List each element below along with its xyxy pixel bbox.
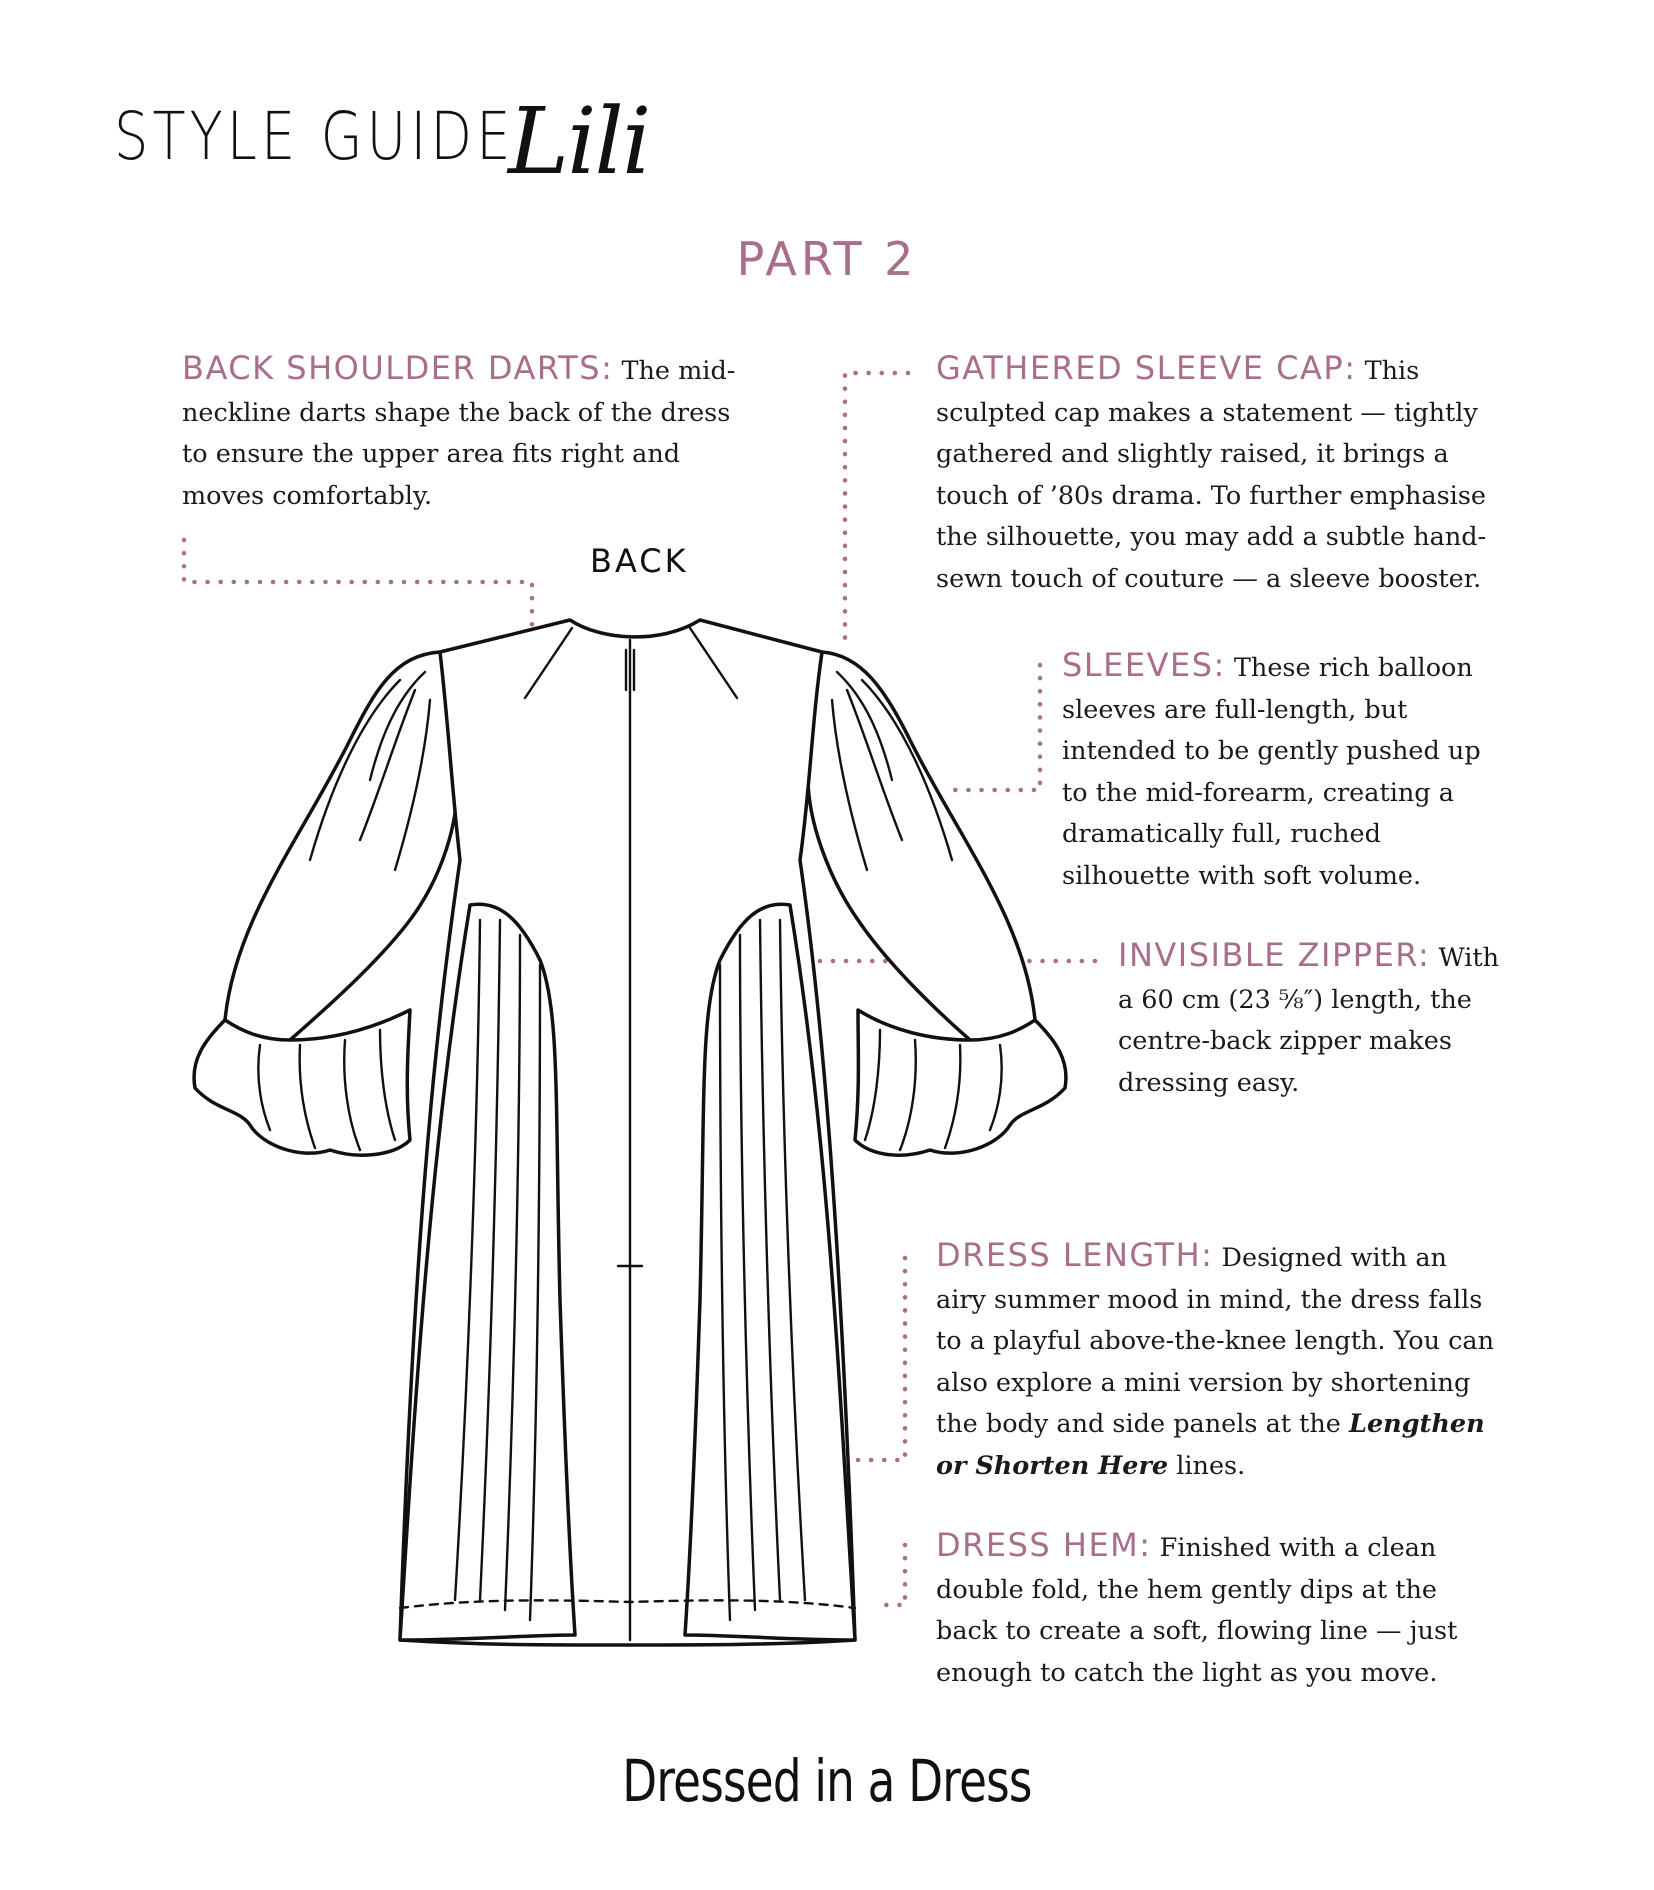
note-heading: DRESS LENGTH: (936, 1236, 1214, 1274)
note-invisible-zipper (1118, 935, 1518, 1104)
leader-sleeve-cap (845, 373, 908, 650)
note-heading: BACK SHOULDER DARTS: (182, 349, 614, 387)
pattern-name: Lili (508, 88, 650, 195)
view-label: BACK (590, 542, 689, 580)
note-gathered-sleeve-cap (936, 348, 1506, 600)
note-emphasis: Lengthen or Shorten Here (936, 1409, 1485, 1481)
note-text: Designed with an airy summer mood in mind, the dress falls to a playful above-the-knee length. You can also explore a mini version by shortening the body and side panels at the (936, 1243, 1495, 1439)
note-sleeves (1062, 645, 1502, 897)
leader-sleeves (950, 665, 1040, 790)
brand-footer: Dressed in a Dress (622, 1747, 1032, 1815)
note-text: With a 60 cm (23 ⅝″) length, the centre-back zipper makes dressing easy. (1118, 943, 1500, 1098)
page-title: STYLE GUIDE (114, 98, 515, 175)
note-back-shoulder-darts (182, 348, 742, 517)
left-sleeve (225, 652, 457, 1060)
leader-dress-hem (880, 1545, 905, 1605)
note-text: This sculpted cap makes a statement — tightly gathered and slightly raised, it brings a touch of ’80s drama. To further emphasise the silhouette, you may add a subtle hand-sewn touch of couture — a sleeve booster. (936, 356, 1487, 594)
note-text: These rich balloon sleeves are full-length, but intended to be gently pushed up to the mid-forearm, creating a dramatically full, ruched silhouette with soft volume. (1062, 653, 1481, 891)
left-cuff (194, 1010, 410, 1155)
note-dress-hem (936, 1525, 1506, 1694)
note-dress-length (936, 1235, 1496, 1487)
left-side-panel (400, 904, 575, 1640)
note-text: The mid-neckline darts shape the back of the dress to ensure the upper area fits right and moves comfortably. (182, 356, 736, 511)
part-label: PART 2 (736, 232, 918, 286)
note-text: Finished with a clean double fold, the hem gently dips at the back to create a soft, flowing line — just enough to catch the light as you move. (936, 1533, 1458, 1688)
right-side-panel (685, 904, 855, 1640)
note-heading: INVISIBLE ZIPPER: (1118, 936, 1431, 974)
right-sleeve (808, 652, 1035, 1060)
note-text-after: lines. (1176, 1450, 1246, 1481)
note-heading: DRESS HEM: (936, 1526, 1152, 1564)
note-heading: GATHERED SLEEVE CAP: (936, 349, 1357, 387)
note-heading: SLEEVES: (1062, 646, 1226, 684)
